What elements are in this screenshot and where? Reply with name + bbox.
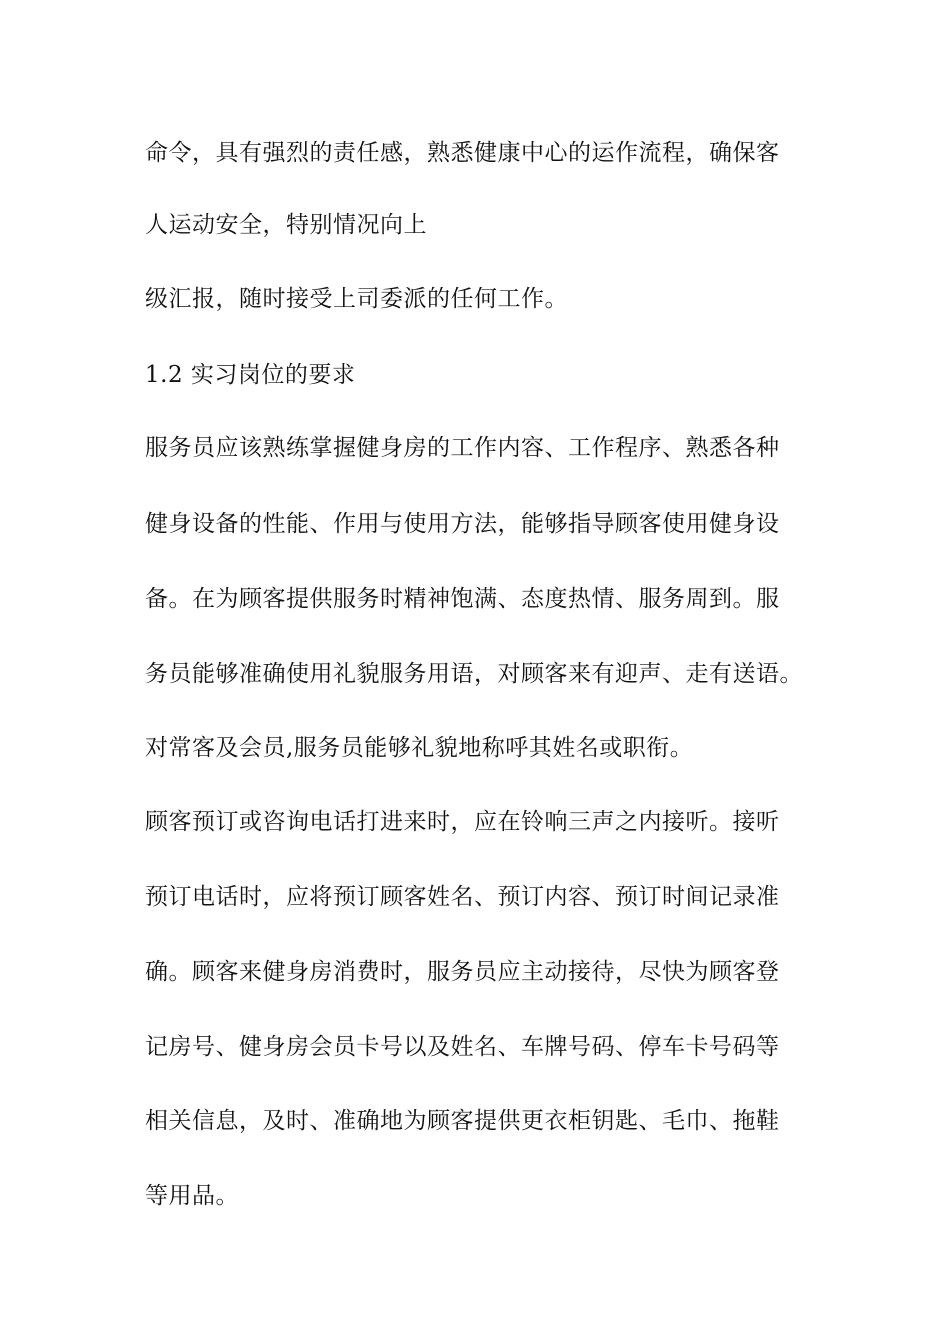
text-line: 级汇报，随时接受上司委派的任何工作。	[145, 286, 568, 312]
text-line: 确。顾客来健身房消费时，服务员应主动接待，尽快为顾客登	[145, 959, 780, 985]
text-line: 人运动安全，特别情况向上	[145, 212, 427, 238]
text-line: 命令，具有强烈的责任感，熟悉健康中心的运作流程，确保客	[145, 140, 780, 166]
text-line: 预订电话时，应将预订顾客姓名、预订内容、预订时间记录准	[145, 884, 780, 910]
text-line: 服务员应该熟练掌握健身房的工作内容、工作程序、熟悉各种	[145, 435, 780, 461]
text-line: 记房号、健身房会员卡号以及姓名、车牌号码、停车卡号码等	[145, 1034, 780, 1060]
text-line: 等用品。	[145, 1183, 239, 1209]
text-line: 相关信息，及时、准确地为顾客提供更衣柜钥匙、毛巾、拖鞋	[145, 1108, 780, 1134]
text-line: 健身设备的性能、作用与使用方法，能够指导顾客使用健身设	[145, 511, 780, 537]
text-line: 顾客预订或咨询电话打进来时，应在铃响三声之内接听。接听	[145, 809, 780, 835]
text-line: 备。在为顾客提供服务时精神饱满、态度热情、服务周到。服	[145, 586, 780, 612]
text-line: 对常客及会员,服务员能够礼貌地称呼其姓名或职衔。	[145, 735, 694, 761]
section-heading: 1.2 实习岗位的要求	[145, 362, 356, 388]
text-line: 务员能够准确使用礼貌服务用语，对顾客来有迎声、走有送语。	[145, 661, 803, 687]
